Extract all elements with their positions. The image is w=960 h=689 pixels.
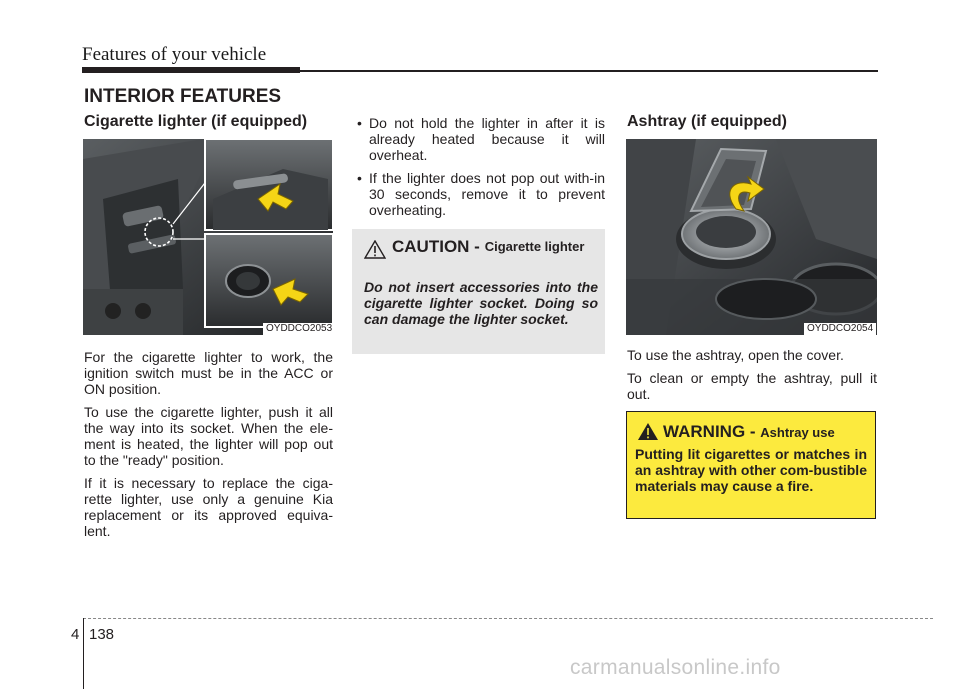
lighter-bullets (355, 115, 605, 225)
footer-dashed-rule (83, 618, 933, 619)
bullet-item: • Do not hold the lighter in after it is already heated because it will overheat. (355, 115, 605, 163)
caution-dash: - (469, 237, 485, 256)
warning-body: Putting lit cigarettes or matches in an ashtray with other com-bustible materials may cause a fire. (635, 446, 867, 494)
bullet-item: • If the lighter does not pop out with-in 30 seconds, remove it to prevent overheating. (355, 170, 605, 218)
warning-subject: Ashtray use (760, 425, 835, 440)
header-rule-thick (82, 67, 300, 73)
paragraph: To use the ashtray, open the cover. (627, 347, 844, 363)
lighter-body-text (84, 349, 333, 546)
chapter-number: 4 (71, 626, 80, 643)
paragraph: If it is necessary to replace the ciga-rette lighter, use only a genuine Kia replacement or its approved equiva-lent. (84, 475, 333, 539)
page-number: 138 (89, 626, 115, 643)
photo-caption-left: OYDDCO2053 (263, 323, 335, 335)
caution-triangle-icon (364, 240, 386, 259)
warning-box (626, 411, 876, 519)
header-rule-thin (300, 70, 878, 72)
ashtray-photo (626, 139, 877, 335)
paragraph: To clean or empty the ashtray, pull it out. (627, 370, 877, 402)
warning-triangle-icon (637, 422, 659, 441)
caution-subject: Cigarette lighter (484, 239, 585, 254)
caution-body: Do not insert accessories into the cigarette lighter socket. Doing so can damage the lighter socket. (364, 279, 598, 327)
watermark-text: carmanualsonline.info (570, 656, 781, 679)
cigarette-lighter-illustration (83, 139, 333, 335)
paragraph: To use the cigarette lighter, push it all the way into its socket. When the ele-ment is heated, the lighter will pop out to the "ready" position. (84, 404, 333, 468)
ashtray-heading: Ashtray (if equipped) (627, 113, 788, 130)
cigarette-lighter-heading: Cigarette lighter (if equipped) (84, 113, 308, 130)
caution-box (352, 229, 605, 354)
caution-label: CAUTION (392, 237, 470, 256)
bullet-list (355, 115, 605, 218)
paragraph: For the cigarette lighter to work, the ignition switch must be in the ACC or ON position. (84, 349, 333, 397)
photo-caption-right: OYDDCO2054 (804, 323, 876, 335)
caution-header (392, 237, 585, 257)
ashtray-illustration (626, 139, 877, 335)
warning-dash: - (745, 422, 761, 441)
section-title: INTERIOR FEATURES (84, 86, 282, 107)
warning-header (663, 422, 835, 442)
ashtray-body-text (627, 347, 877, 409)
footer-divider (83, 618, 84, 689)
running-header: Features of your vehicle (82, 44, 267, 65)
cigarette-lighter-photo (83, 139, 333, 335)
warning-label: WARNING (663, 422, 746, 441)
